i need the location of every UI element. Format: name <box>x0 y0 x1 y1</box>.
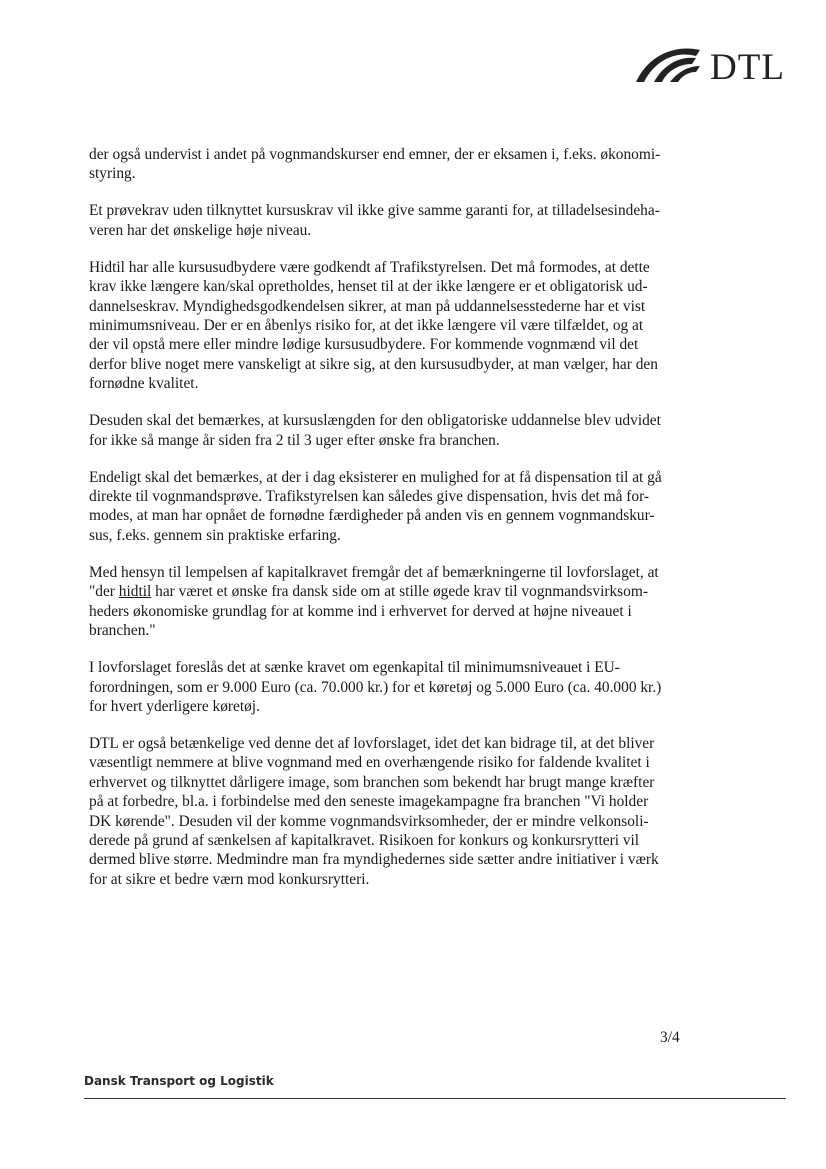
text-line <box>89 582 729 601</box>
text-line: branchen." <box>89 622 156 640</box>
text-line: dermed blive større. Medmindre man fra myndighedernes side sætter andre initiativer i værk <box>89 851 659 869</box>
dtl-swoosh-icon <box>634 42 714 84</box>
text-line: I lovforslaget foreslås det at sænke kravet om egenkapital til minimumsniveauet i EU- <box>89 659 620 677</box>
paragraph <box>89 468 729 546</box>
text-line: minimumsniveau. Der er en åbenlys risiko for, at det ikke længere vil være tilfældet, og at <box>89 317 644 335</box>
text-line: DK kørende". Desuden vil der komme vognmandsvirksomheder, der er mindre velkonsoli- <box>89 812 649 830</box>
text-line: heders økonomiske grundlag for at komme ind i erhvervet for derved at højne niveauet i <box>89 602 632 620</box>
text-line: for hvert yderligere køretøj. <box>89 697 260 715</box>
paragraph <box>89 734 729 889</box>
paragraph <box>89 258 729 394</box>
text-line: modes, at man har opnået de fornødne færdigheder på anden vis en gennem vognmandskur- <box>89 507 655 525</box>
text-line: forordningen, som er 9.000 Euro (ca. 70.000 kr.) for et køretøj og 5.000 Euro (ca. 40.000 kr.) <box>89 678 662 696</box>
text-line: direkte til vognmandsprøve. Trafikstyrelsen kan således give dispensation, hvis det må for- <box>89 488 650 506</box>
text-line: Med hensyn til lempelsen af kapitalkravet fremgår det af bemærkningerne til lovforslaget, at <box>89 563 659 581</box>
text-line: sus, f.eks. gennem sin praktiske erfaring. <box>89 526 341 544</box>
text-line: styring. <box>89 165 136 183</box>
text-line: Desuden skal det bemærkes, at kursuslængden for den obligatoriske uddannelse blev udvidet <box>89 412 661 430</box>
page-number: 3/4 <box>660 1029 680 1046</box>
text-line: Hidtil har alle kursusudbydere være godkendt af Trafikstyrelsen. Det må formodes, at dette <box>89 258 650 276</box>
text-line: erhvervet og tilknyttet dårligere image, som branchen som bekendt har brugt mange kræfter <box>89 773 655 791</box>
text-line: derfor blive noget mere vanskeligt at sikre sig, at den kursusudbyder, at man vælger, har den <box>89 355 658 373</box>
text-line: DTL er også betænkelige ved denne det af lovforslaget, idet det kan bidrage til, at det bliver <box>89 734 655 752</box>
text-line: veren har det ønskelige høje niveau. <box>89 221 312 239</box>
paragraph <box>89 658 729 716</box>
paragraph <box>89 563 729 641</box>
dtl-logo <box>634 40 794 86</box>
underlined-word: hidtil <box>118 583 152 601</box>
text-line: for at sikre et bedre værn mod konkursrytteri. <box>89 870 370 888</box>
text-line: Endeligt skal det bemærkes, at der i dag eksisterer en mulighed for at få dispensation til at gå <box>89 468 662 486</box>
paragraph <box>89 145 729 184</box>
paragraph <box>89 201 729 240</box>
text-line: Et prøvekrav uden tilknyttet kursuskrav vil ikke give samme garanti for, at tilladelsesindeha- <box>89 202 660 220</box>
text-line: for ikke så mange år siden fra 2 til 3 uger efter ønske fra branchen. <box>89 431 500 449</box>
quote-suffix: har været et ønske fra dansk side om at stille øgede krav til vognmandsvirksom- <box>151 583 648 601</box>
footer-company-name: Dansk Transport og Logistik <box>84 1074 274 1088</box>
text-line: derede på grund af sænkelsen af kapitalkravet. Risikoen for konkurs og konkursrytteri vil <box>89 831 640 849</box>
text-line: der også undervist i andet på vognmandskurser end emner, der er eksamen i, f.eks. økonomi- <box>89 146 661 163</box>
text-line: dannelseskrav. Myndighedsgodkendelsen sikrer, at man på uddannelsesstederne har et vist <box>89 297 646 315</box>
text-line: krav ikke længere kan/skal opretholdes, henset til at der ikke længere er et obligatorisk ud- <box>89 278 648 296</box>
text-line: der vil opstå mere eller mindre lødige kursusudbydere. For kommende vognmænd vil det <box>89 336 639 354</box>
letter-body <box>89 145 729 907</box>
text-line: væsentligt nemmere at blive vognmand med en overhængende risiko for faldende kvalitet i <box>89 754 650 772</box>
logo-text: DTL <box>710 47 785 88</box>
paragraph <box>89 411 729 450</box>
text-line: fornødne kvalitet. <box>89 375 199 393</box>
quote-prefix: "der <box>89 583 119 601</box>
text-line: på at forbedre, bl.a. i forbindelse med den seneste imagekampagne fra branchen "Vi holder <box>89 793 649 811</box>
footer-divider <box>84 1098 786 1099</box>
